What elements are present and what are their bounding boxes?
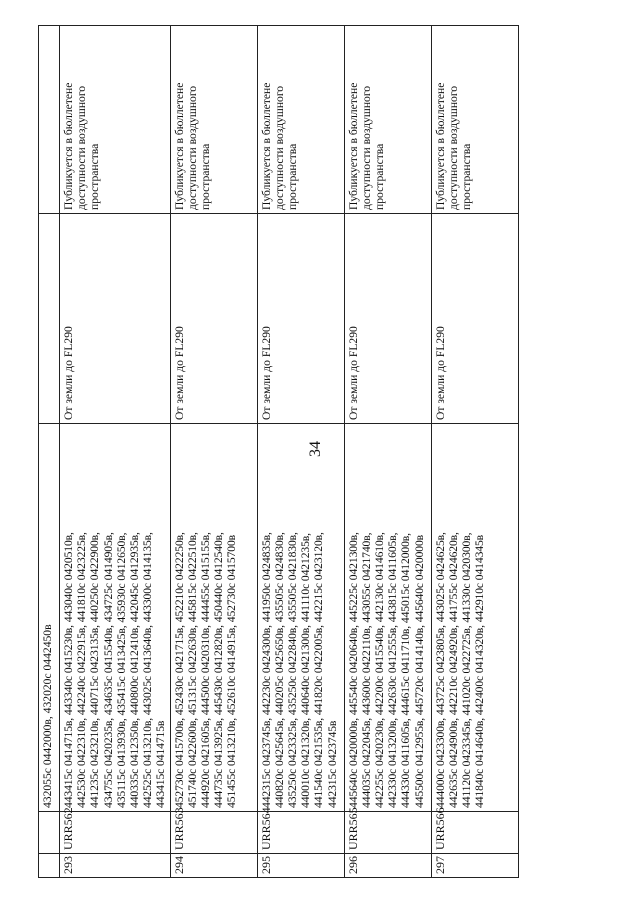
empty-cell <box>39 26 60 214</box>
zone-coordinates: 444000с 0423300в, 443725с 0423805в, 443025с 0424625в, 442635с 0424900в, 442210с 0424920в, 441755с 0424620в, 441120с 0423345в, 441020с 0422725в, 441330с 0420300в, 441840с 0414640в, 442400с 0414320в, 442910с 0414345в <box>431 424 518 812</box>
vertical-limits: От земли до FL290 <box>431 214 518 424</box>
row-number: 293 <box>60 854 171 878</box>
empty-cell <box>39 812 60 854</box>
zone-id: URR566 <box>431 812 518 854</box>
zone-coordinates: 445640с 0420000в, 445540с 0420640в, 445225с 0421300в, 444035с 0422045в, 443600с 0422110в, 443055с 0421740в, 442255с 0420230в, 442200с 0415540в, 442130с 0414610в, 442330с 0413200в, 442630с 0412555в, 443815с 0411605в, 444330с 0411605в, 444615с 0411710в, 445015с 0412000в, 445500с 0412955в, 445720с 0414140в, 445640с 0420000в <box>344 424 431 812</box>
vertical-limits: От земли до FL290 <box>344 214 431 424</box>
vertical-limits: От земли до FL290 <box>60 214 171 424</box>
remark: Публикуется в бюллетене доступности воздушного пространства <box>344 26 431 214</box>
table-row <box>257 26 344 878</box>
zone-id: URR565 <box>344 812 431 854</box>
zone-coordinates: 442315с 0423745в, 442230с 0424300в, 441950с 0424835в, 440820с 0425645в, 440205с 0425650в, 435505с 0424830в, 435250с 0423325в, 435250с 0422840в, 435505с 0421830в, 440010с 0421320в, 440640с 0421300в, 441110с 0421235в, 441540с 0421535в, 441820с 0422005в, 442215с 0423120в, 442315с 0423745в <box>257 424 344 812</box>
airspace-table <box>38 25 519 878</box>
page-number: 34 <box>307 441 324 457</box>
zone-coordinates: 443415с 0414715в, 443340с 0415230в, 443040с 0420510в, 442530с 0422310в, 442240с 0422915в, 441810с 0423225в, 441235с 0423210в, 440715с 0423135в, 440250с 0422900в, 434755с 0420235в, 434635с 0415540в, 434725с 0414905в, 435115с 0413930в, 435415с 0413425в, 435930с 0412650в, 440335с 0412350в, 440800с 0412410в, 442045с 0412935в, 442525с 0413210в, 443025с 0413640в, 443300с 0414135в, 443415с 0414715в <box>60 424 171 812</box>
zone-coordinates: 452730с 0415700в, 452430с 0421715в, 452210с 0422250в, 451740с 0422600в, 451315с 0422630в, 445815с 0422510в, 444920с 0421605в, 444500с 0420310в, 444455с 0415155в, 444735с 0413925в, 445430с 0412820в, 450440с 0412540в, 451455с 0413210в, 452610с 0414915в, 452730с 0415700в <box>170 424 257 812</box>
remark: Публикуется в бюллетене доступности воздушного пространства <box>431 26 518 214</box>
remark: Публикуется в бюллетене доступности воздушного пространства <box>257 26 344 214</box>
continuation-coords: 432055с 0442000в, 432020с 0442450в <box>39 424 60 812</box>
empty-cell <box>39 854 60 878</box>
table-row <box>60 26 171 878</box>
row-number: 296 <box>344 854 431 878</box>
remark: Публикуется в бюллетене доступности воздушного пространства <box>60 26 171 214</box>
row-number: 295 <box>257 854 344 878</box>
table-row <box>431 26 518 878</box>
remark: Публикуется в бюллетене доступности воздушного пространства <box>170 26 257 214</box>
row-number: 297 <box>431 854 518 878</box>
table-row <box>344 26 431 878</box>
continuation-row <box>39 26 60 878</box>
zone-id: URR564 <box>257 812 344 854</box>
zone-id: URR562 <box>60 812 171 854</box>
vertical-limits: От земли до FL290 <box>170 214 257 424</box>
zone-id: URR563 <box>170 812 257 854</box>
vertical-limits: От земли до FL290 <box>257 214 344 424</box>
table-row <box>170 26 257 878</box>
row-number: 294 <box>170 854 257 878</box>
rotated-table-container <box>38 26 588 878</box>
empty-cell <box>39 214 60 424</box>
